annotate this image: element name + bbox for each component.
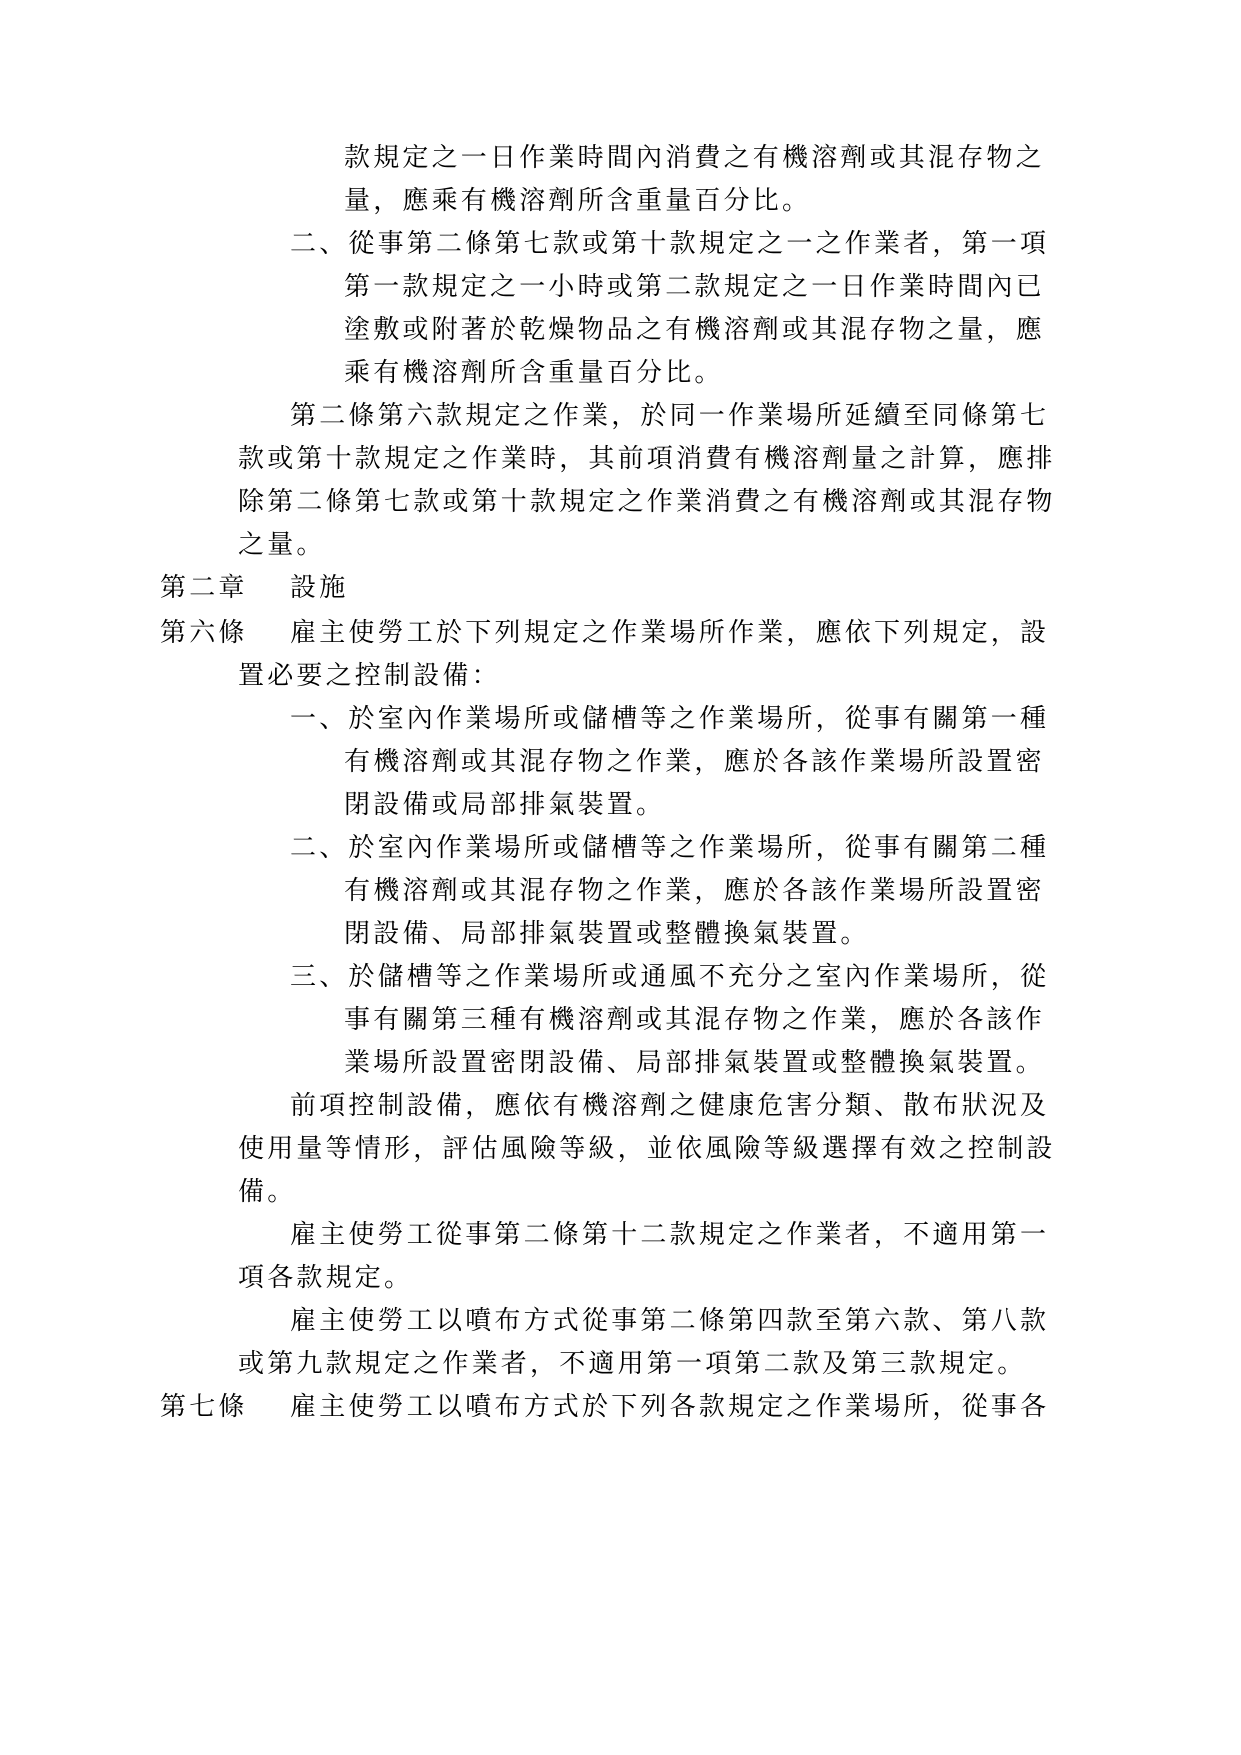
paragraph-line: 之量。 — [238, 530, 326, 560]
list-item-2-line: 第一款規定之一小時或第二款規定之一日作業時間內已 — [344, 272, 1045, 302]
paragraph-line: 項各款規定。 — [238, 1263, 414, 1293]
paragraph-line: 或第九款規定之作業者，不適用第一項第二款及第三款規定。 — [238, 1349, 1027, 1379]
article-6-item-2-line: 有機溶劑或其混存物之作業，應於各該作業場所設置密 — [344, 876, 1045, 906]
chapter-label: 第二章 — [160, 573, 248, 603]
chapter-title: 設施 — [290, 573, 349, 603]
list-item-2-first-line: 二、從事第二條第七款或第十款規定之一之作業者，第一項 — [290, 229, 1050, 259]
article-7-label: 第七條 — [160, 1392, 248, 1422]
list-item-2-line: 塗敷或附著於乾燥物品之有機溶劑或其混存物之量，應 — [344, 315, 1045, 345]
paragraph-first-line: 雇主使勞工從事第二條第十二款規定之作業者，不適用第一 — [290, 1220, 1050, 1250]
article-6-label: 第六條 — [160, 618, 248, 648]
item-continuation-line: 量，應乘有機溶劑所含重量百分比。 — [344, 186, 812, 216]
paragraph-line: 備。 — [238, 1177, 297, 1207]
paragraph-line: 款或第十款規定之作業時，其前項消費有機溶劑量之計算，應排 — [238, 444, 1056, 474]
article-6-item-2-first-line: 二、於室內作業場所或儲槽等之作業場所，從事有關第二種 — [290, 833, 1050, 863]
article-6-item-3-first-line: 三、於儲槽等之作業場所或通風不充分之室內作業場所，從 — [290, 962, 1050, 992]
article-6-item-3-line: 業場所設置密閉設備、局部排氣裝置或整體換氣裝置。 — [344, 1048, 1045, 1078]
paragraph-line: 使用量等情形，評估風險等級，並依風險等級選擇有效之控制設 — [238, 1134, 1056, 1164]
paragraph-first-line: 第二條第六款規定之作業，於同一作業場所延續至同條第七 — [290, 401, 1050, 431]
article-6-item-3-line: 事有關第三種有機溶劑或其混存物之作業，應於各該作 — [344, 1005, 1045, 1035]
item-continuation-line: 款規定之一日作業時間內消費之有機溶劑或其混存物之 — [344, 143, 1045, 173]
article-7-first-line: 雇主使勞工以噴布方式於下列各款規定之作業場所，從事各 — [290, 1392, 1050, 1422]
article-6-item-1-line: 有機溶劑或其混存物之作業，應於各該作業場所設置密 — [344, 747, 1045, 777]
article-6-item-1-line: 閉設備或局部排氣裝置。 — [344, 790, 666, 820]
paragraph-line: 除第二條第七款或第十款規定之作業消費之有機溶劑或其混存物 — [238, 487, 1056, 517]
article-6-item-1-first-line: 一、於室內作業場所或儲槽等之作業場所，從事有關第一種 — [290, 704, 1050, 734]
article-6-item-2-line: 閉設備、局部排氣裝置或整體換氣裝置。 — [344, 919, 870, 949]
article-6-line: 置必要之控制設備： — [238, 661, 501, 691]
paragraph-first-line: 雇主使勞工以噴布方式從事第二條第四款至第六款、第八款 — [290, 1306, 1050, 1336]
list-item-2-line: 乘有機溶劑所含重量百分比。 — [344, 358, 724, 388]
paragraph-first-line: 前項控制設備，應依有機溶劑之健康危害分類、散布狀況及 — [290, 1091, 1050, 1121]
article-6-first-line: 雇主使勞工於下列規定之作業場所作業，應依下列規定，設 — [290, 618, 1050, 648]
